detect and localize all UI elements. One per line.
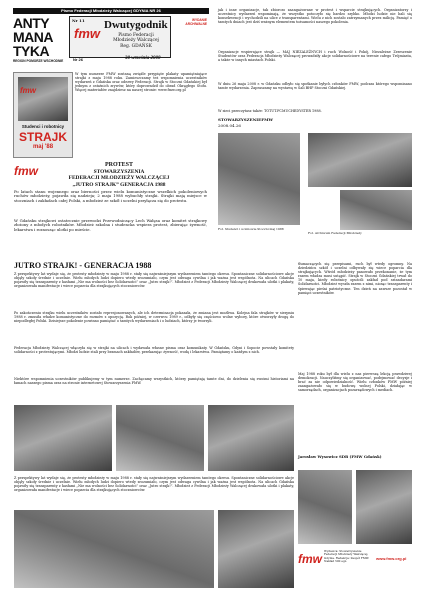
right-column-text-2: Organizacje wspierające strajk — MAJ NIEZALEŻNYCH i ruch Wolność i Pokój, Niezależne Zrzeszenie Studentów oraz Federacja Młodzieży Walczącej prowadziły akcje solidarnościowe na terenie całego Trójmiasta, a także w innych miastach Polski. <box>218 50 412 63</box>
proclamation-fmw-logo <box>14 162 36 181</box>
photo-strike-crowd <box>14 405 112 471</box>
svg-text:fmw: fmw <box>14 164 38 178</box>
price-stamp: WYDANIE ARCHIWALNE <box>185 18 207 26</box>
main-article-body-2: Po zakończeniu strajku wielu uczestników zostało represjonowanych, ale ich determinacja pokazała, że zmiana jest możliwa. Kolejna fala strajków w sierpniu 1988 r. zmusiła władze komunistyczne do rozmów z opozycją. Rok później, w czerwcu 1989 r., odbyły się częściowo wolne wybory, które otworzyły drogę do niepodległej Polski. Dzisiejsze pokolenie powinno pamiętać o tamtych wydarzeniach i o ludziach, którzy je tworzyli. <box>14 311 294 324</box>
intro-text: W tym numerze FMW zostaną zwięźle przypięte plakaty upamiętniające strajki z maja 1988 roku. Zamieszczamy też wspomnienia uczestników wydarzeń z Gdańska oraz odezwy Federacji. Strajk w Stoczni Gdańskiej był jednym z ostatnich zrywów, który doprowadził do obrad Okrągłego Stołu. Więcej materiałów znajdziesz na naszej stronie: www.fmw.org.pl <box>75 72 207 93</box>
logo-antymanatyka <box>13 16 67 58</box>
proclamation-line-2: STOWARZYSZENIA <box>93 169 145 175</box>
main-article-body-3: Federacja Młodzieży Walczącej włączyła się w strajki na ulicach i wydawała własne pisma oraz komunikaty. W Gdańsku, Gdyni i Sopocie powstały komitety solidarności z protestującymi. Młodzi ludzie stali przy bramach zakładów, przekazując żywność, wodę i lekarstwa. Pamiętamy o każdym z nich. <box>14 346 294 355</box>
footer-url[interactable]: www.fmw.org.pl <box>376 556 407 561</box>
main-article-body-1: Z perspektywy lat wydaje się, że protesty młodzieży w maju 1988 r. stały się najważniejszym wydarzeniem tamtego okresu. Spontaniczne solidarnościowe akcje objęły szkoły średnie i uczelnie. Wielu młodych ludzi dopiero wtedy zrozumiało, czym jest odwaga cywilna i jak ważna jest wspólnota. Na ulicach Gdańska pojawiły się transparenty z hasłami „Nie ma wolności bez Solidarności” oraz „Jutro strajk!”. Młodzież z Federacji Młodzieży Walczącej drukowała ulotki i plakaty, organizowała manifestacje i wiece poparcia dla strajkujących stoczniowców. <box>14 272 294 289</box>
poster-line-1: Studenci i robotnicy <box>21 124 65 129</box>
svg-text:fmw: fmw <box>74 26 100 41</box>
proclamation-title <box>38 162 200 188</box>
masthead-top-bar: Pismo Federacji Młodzieży Walczącej GDYNIA NR 26 <box>13 8 209 14</box>
poster-line-3: maj '88 <box>32 144 54 150</box>
svg-text:fmw: fmw <box>20 86 36 95</box>
inset-fmw-logo <box>74 24 100 42</box>
photo-collage <box>14 510 214 588</box>
svg-text:fmw: fmw <box>298 552 322 566</box>
inset-line-1: Pismo Federacji <box>118 33 154 38</box>
issue-date: 30 września 2008 <box>125 56 161 61</box>
issue-number: Nr 26 <box>73 57 84 62</box>
proclamation-body-2: W Gdańsku strajkowi ostatecznie przewodzi Przewodniczący Lech Wałęsa oraz komitet strajkowy złożony z młodych robotników. Młodzież szkolna i studencka wspiera protest, zbierając żywność, lekarstwa i roznosząc ulotki po mieście. <box>14 218 207 232</box>
footer-note: Wydawca: Stowarzyszenie Federacji Młodzieży Walczącej, Gdynia. Redakcja: Zespół FMW. Nakład 500 egz. <box>324 549 369 564</box>
poster-fmw-logo <box>20 79 34 98</box>
main-article-title: JUTRO STRAJK! - GENERACJA 1988 <box>14 261 152 270</box>
main-article-body-4: Niektóre wspomnienia uczestników publikujemy w tym numerze. Zachęcamy wszystkich, którzy pamiętają tamte dni, do dzielenia się swoimi historiami na łamach naszego pisma oraz na stronie internetowej Stowarzyszenia FMW. <box>14 377 294 386</box>
article-author: Jarosław Wysowicz SDB (FMW Gdańsk) <box>298 454 382 459</box>
right-column-text-3: W dniu 26 maja 2008 r. w Gdańsku odbyło się spotkanie byłych członków FMW, podczas którego wspominano tamte wydarzenia. Zapraszamy na wystawę w Sali BHP Stoczni Gdańskiej. <box>218 82 412 91</box>
photo-group-archive <box>308 133 412 187</box>
inset-line-3: Reg. GDAŃSK <box>120 44 152 49</box>
poster-line-2: STRAJK <box>18 130 67 144</box>
logo-line-1: ANTY <box>13 15 50 31</box>
proclamation-line-4: „JUTRO STRAJK” GENERACJA 1988 <box>72 181 166 188</box>
photo-leaflet <box>340 190 412 230</box>
photo-caption-right: Fot. Archiwum Federacji Młodzieży <box>308 231 362 235</box>
photo-caption-left: Fot. Studenci i uczniowie Stoczni maj 1988 <box>218 227 284 231</box>
main-article-right-col-2: Maj 1988 roku był dla wielu z nas pierwszą lekcją prawdziwej demokracji. Nauczyliśmy się organizować, podejmować decyzje i brać za nie odpowiedzialność. Wielu członków FMW później zaangażowało się w budowę wolnej Polski, działając w samorządach, organizacjach pozarządowych i mediach. <box>298 372 412 393</box>
inset-title: Dwutygodnik <box>104 19 168 31</box>
cover-poster <box>13 72 73 158</box>
signature: STOWARZYSZENIEFMW <box>218 117 273 122</box>
proclamation-line-1: PROTEST <box>104 162 133 168</box>
photo-poster-small <box>298 470 352 544</box>
logo-subtitle: REGION POMORZE WSCHODNIE <box>13 59 64 63</box>
footer-fmw-logo <box>298 550 322 569</box>
proclamation-line-3: FEDERACJI MŁODZIEŻY WALCZĄCEJ <box>68 175 170 182</box>
photo-banner-small <box>356 470 412 544</box>
inset-issue-no: Nr 11 <box>72 18 85 23</box>
proclamation-body-1: Po latach stanu wojennego oraz bierności przez wielu komunistyczne wszelkich pokoleniowych ruchów młodzieży, pojawiła się nadzieja; 2 maja 1988 wybuchły strajki. Strajki mają miejsce w stoczniach i zakładach całej Polski, a młodzież ze szkół i uczelni przyłącza się do protestu. <box>14 189 207 203</box>
photo-leaflets <box>218 510 294 588</box>
logo-line-2: MANA <box>13 29 53 45</box>
signature-date: 2008.04.26 <box>218 123 241 128</box>
photo-march <box>208 405 294 471</box>
masthead <box>13 8 209 66</box>
main-article-body-5: Z perspektywy lat wydaje się, że protesty młodzieży w maju 1988 r. stały się najważniejszym wydarzeniem tamtego okresu. Spontaniczne solidarnościowe akcje objęły szkoły średnie i uczelnie. Wielu młodych ludzi dopiero wtedy zrozumiało, czym jest odwaga cywilna i jak ważna jest wspólnota. Na ulicach Gdańska pojawiły się transparenty z hasłami „Nie ma wolności bez Solidarności” oraz „Jutro strajk!”. Młodzież z Federacji Młodzieży Walczącej drukowała ulotki i plakaty, organizowała manifestacje i wiece poparcia dla strajkujących stoczniowców. <box>14 476 294 493</box>
inset-old-masthead <box>69 16 171 58</box>
inset-line-2: Młodzieży Walczącej <box>113 38 159 43</box>
main-article-right-col: tłumaczących się przepisami, ruch był wtedy ogromny. Na dziedzińcu szkół i uczelni odbywały się wiece poparcia dla strajkujących. Wśród młodzieży panowało przekonanie, że tym razem władza musi ustąpić. Strajk w Stoczni Gdańskiej trwał do 10 maja, kiedy robotnicy opuścili zakład pod sztandarami Solidarności. Młodzież wyszła razem z nimi, niosąc transparenty i śpiewając pieśni patriotyczne. Ten dzień na zawsze pozostał w pamięci uczestników. <box>298 262 412 295</box>
photo-rally <box>116 405 204 471</box>
right-column-link: W sieci przeczytasz także: TOTUT.FCMUCHEDYSTER 1988. <box>218 109 322 113</box>
right-column-text: jak i inne organizacje, tak zbiorczo zaangażowane w protest i wsparcie strajkujących. Organizatorzy i uczestnicy wydarzeń wspominają, że wszystko potoczyło się bardzo szybko. Młodzi ludzie nie bali się konsekwencji i wychodzili na ulice z transparentami. Wielu z nich zostało zatrzymanych przez milicję. Pamięć o tamtych dniach jest dziś ważnym elementem tożsamości naszego pokolenia. <box>218 8 412 25</box>
photo-students-strike <box>218 133 300 225</box>
logo-line-3: TYKA <box>13 43 50 59</box>
